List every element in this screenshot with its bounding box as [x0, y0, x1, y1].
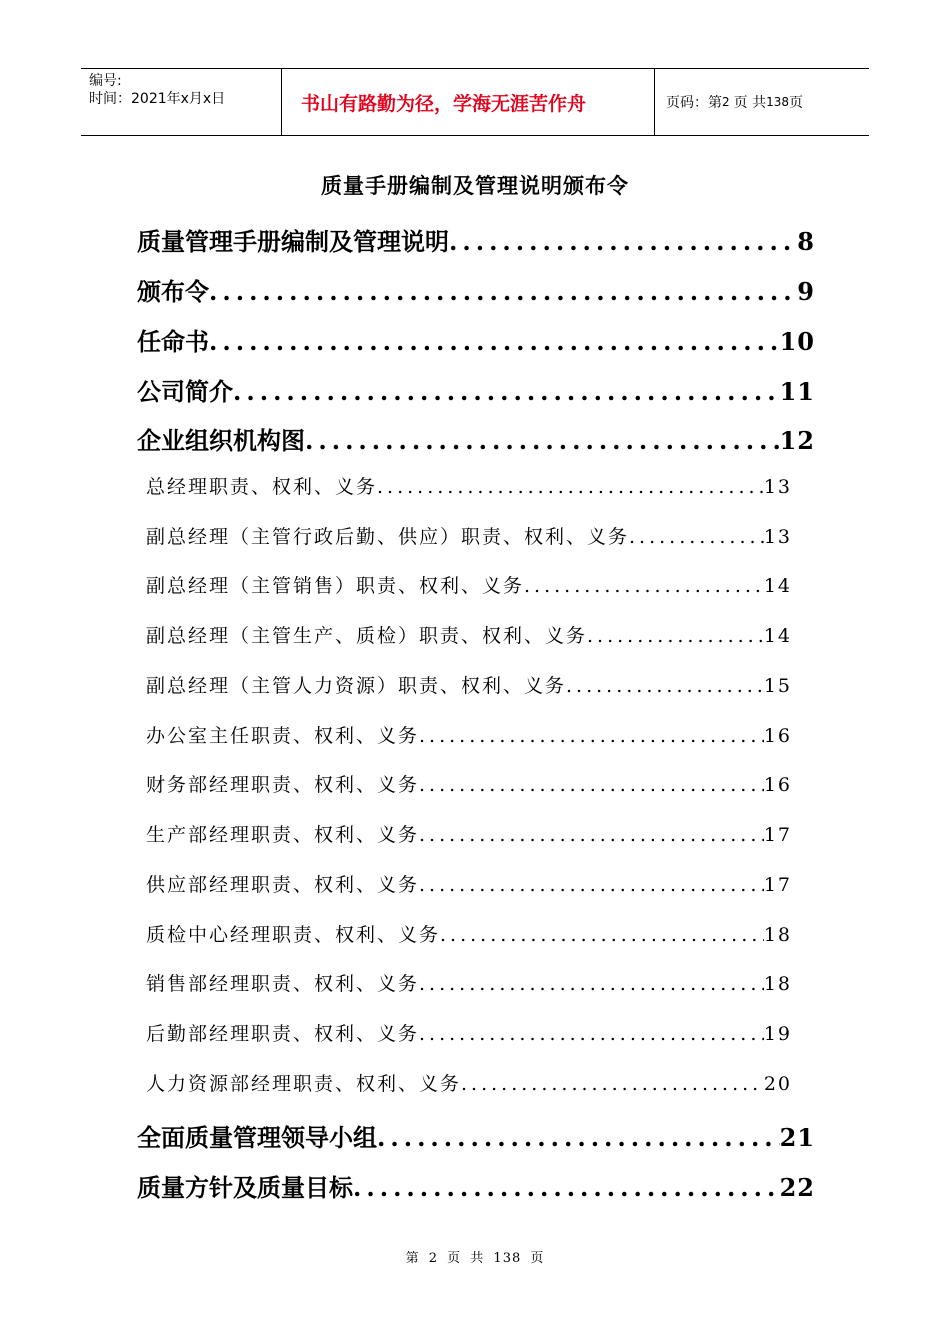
toc-entry-page: 19	[763, 1023, 792, 1045]
page-prefix: 页码：第	[666, 95, 722, 111]
toc-entry-label: 财务部经理职责、权利、义务	[146, 774, 420, 796]
toc-entry-page: 11	[779, 377, 815, 406]
toc-entry-label: 人力资源部经理职责、权利、义务	[146, 1073, 462, 1095]
toc-leader-dots	[419, 725, 764, 747]
document-number-label: 编号:	[89, 73, 122, 89]
toc-entry-level2[interactable]	[146, 671, 792, 699]
toc-leader-dots	[419, 973, 764, 995]
toc-entry-level1[interactable]	[137, 421, 815, 455]
toc-entry-label: 企业组织机构图	[137, 426, 305, 455]
toc-leader-dots	[377, 476, 764, 498]
toc-entry-page: 17	[763, 874, 792, 896]
toc-entry-label: 任命书	[137, 327, 209, 356]
toc-entry-label: 后勤部经理职责、权利、义务	[146, 1023, 420, 1045]
toc-entry-page: 13	[763, 526, 792, 548]
toc-entry-page: 9	[797, 277, 815, 306]
toc-entry-label: 销售部经理职责、权利、义务	[146, 973, 420, 995]
page-suffix: 页	[789, 95, 803, 111]
toc-leader-dots	[233, 377, 780, 406]
toc-entry-label: 办公室主任职责、权利、义务	[146, 725, 420, 747]
toc-entry-label: 副总经理（主管生产、质检）职责、权利、义务	[146, 625, 588, 647]
header-page-info	[655, 69, 869, 135]
toc-leader-dots	[524, 575, 764, 597]
toc-entry-level2[interactable]	[146, 770, 792, 798]
page-header	[81, 68, 869, 136]
toc-entry-level2[interactable]	[146, 721, 792, 749]
toc-entry-label: 质量方针及质量目标	[137, 1173, 353, 1202]
toc-entry-level2[interactable]	[146, 621, 792, 649]
toc-entry-level2[interactable]	[146, 1019, 792, 1047]
toc-entry-page: 22	[779, 1173, 815, 1202]
toc-entry-page: 8	[797, 227, 815, 256]
toc-leader-dots	[209, 277, 797, 306]
toc-leader-dots	[440, 924, 764, 946]
toc-entry-level1[interactable]	[137, 222, 815, 256]
toc-entry-label: 供应部经理职责、权利、义务	[146, 874, 420, 896]
toc-entry-page: 20	[763, 1073, 792, 1095]
toc-entry-page: 15	[763, 675, 792, 697]
toc-entry-level2[interactable]	[146, 472, 792, 500]
toc-leader-dots	[305, 426, 780, 455]
toc-entry-level1[interactable]	[137, 1168, 815, 1202]
toc-leader-dots	[461, 1073, 764, 1095]
toc-entry-level2[interactable]	[146, 870, 792, 898]
toc-entry-level1[interactable]	[137, 372, 815, 406]
toc-leader-dots	[419, 824, 764, 846]
toc-entry-page: 16	[763, 774, 792, 796]
document-date: 时间：2021年x月x日	[89, 91, 226, 107]
toc-leader-dots	[449, 227, 797, 256]
toc-leader-dots	[566, 675, 764, 697]
toc-entry-page: 13	[763, 476, 792, 498]
toc-entry-level1[interactable]	[137, 322, 815, 356]
toc-entry-label: 副总经理（主管销售）职责、权利、义务	[146, 575, 525, 597]
toc-entry-page: 18	[763, 973, 792, 995]
toc-entry-page: 18	[763, 924, 792, 946]
toc-entry-level2[interactable]	[146, 571, 792, 599]
toc-entry-label: 副总经理（主管人力资源）职责、权利、义务	[146, 675, 567, 697]
toc-leader-dots	[629, 526, 764, 548]
toc-entry-label: 质检中心经理职责、权利、义务	[146, 924, 441, 946]
toc-entry-label: 副总经理（主管行政后勤、供应）职责、权利、义务	[146, 526, 630, 548]
toc-entry-page: 21	[779, 1123, 815, 1152]
toc-entry-page: 16	[763, 725, 792, 747]
toc-entry-page: 14	[763, 625, 792, 647]
toc-entry-label: 总经理职责、权利、义务	[146, 476, 378, 498]
toc-entry-level2[interactable]	[146, 920, 792, 948]
header-motto: 书山有路勤为径，学海无涯苦作舟	[282, 69, 655, 135]
toc-leader-dots	[419, 1023, 764, 1045]
toc-leader-dots	[587, 625, 764, 647]
toc-leader-dots	[419, 874, 764, 896]
toc-entry-label: 公司简介	[137, 377, 233, 406]
toc-entry-label: 颁布令	[137, 277, 209, 306]
toc-entry-label: 质量管理手册编制及管理说明	[137, 227, 449, 256]
toc-leader-dots	[377, 1123, 780, 1152]
toc-leader-dots	[419, 774, 764, 796]
toc-leader-dots	[209, 327, 780, 356]
document-title: 质量手册编制及管理说明颁布令	[321, 173, 629, 198]
toc-entry-level2[interactable]	[146, 820, 792, 848]
toc-entry-page: 12	[779, 426, 815, 455]
page-current: 2	[722, 95, 730, 109]
header-meta	[81, 69, 282, 135]
toc-entry-level2[interactable]	[146, 522, 792, 550]
toc-entry-level2[interactable]	[146, 1069, 792, 1097]
toc-entry-level1[interactable]	[137, 272, 815, 306]
toc-entry-level2[interactable]	[146, 969, 792, 997]
toc-entry-level1[interactable]	[137, 1118, 815, 1152]
toc-entry-label: 全面质量管理领导小组	[137, 1123, 377, 1152]
page-footer: 第 2 页 共 138 页	[405, 1251, 545, 1266]
toc-entry-label: 生产部经理职责、权利、义务	[146, 824, 420, 846]
page-total: 138	[766, 95, 789, 109]
toc-entry-page: 10	[779, 327, 815, 356]
page-mid: 页 共	[733, 95, 767, 111]
toc-entry-page: 17	[763, 824, 792, 846]
toc-leader-dots	[353, 1173, 780, 1202]
toc-entry-page: 14	[763, 575, 792, 597]
